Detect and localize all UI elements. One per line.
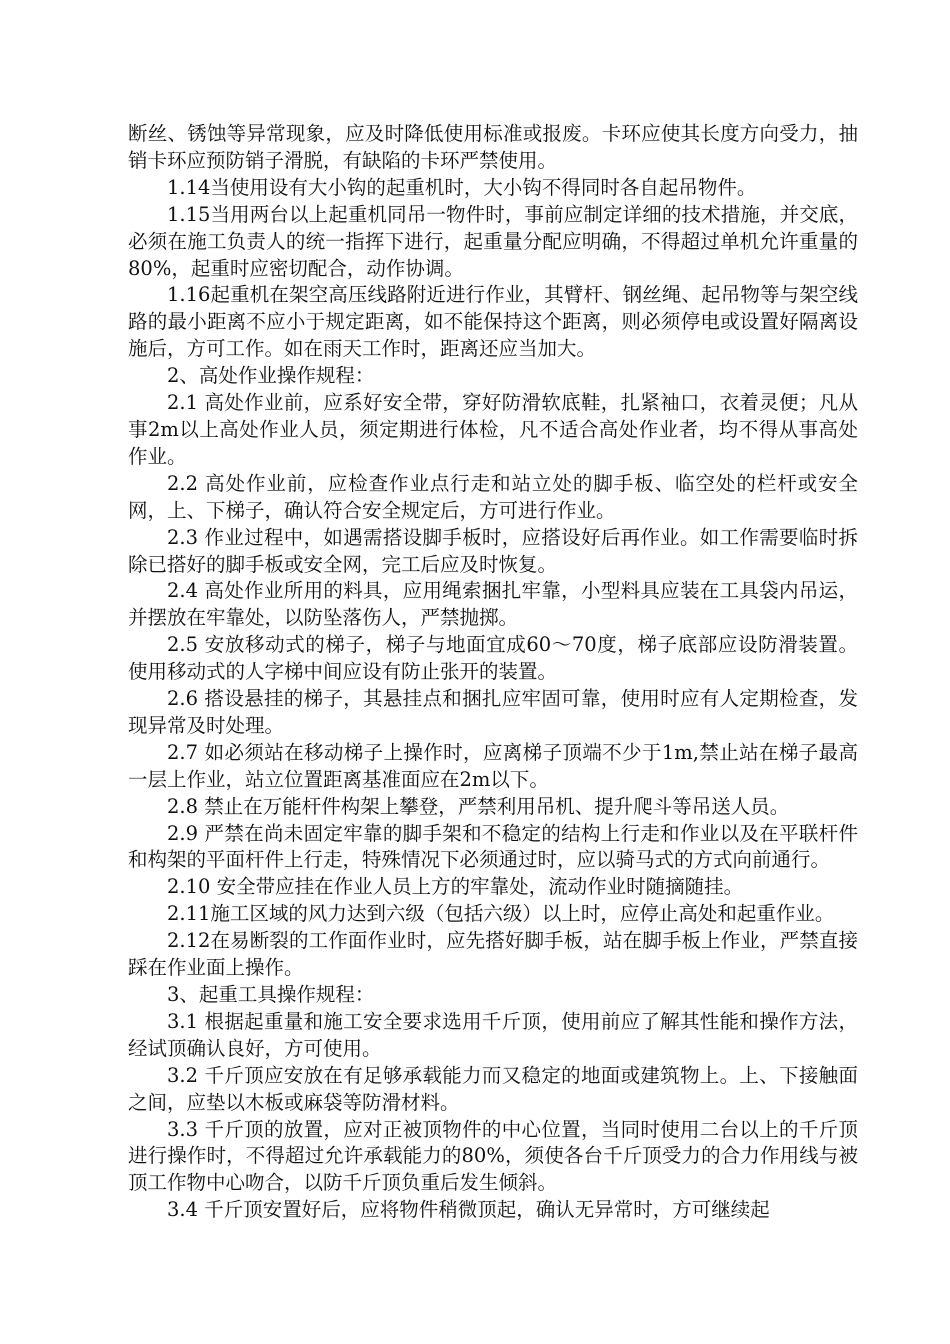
- paragraph: 3.1 根据起重量和施工安全要求选用千斤顶，使用前应了解其性能和操作方法，经试顶确认良好，方可使用。: [128, 1009, 858, 1060]
- paragraph: 2.10 安全带应挂在作业人员上方的牢靠处，流动作业时随摘随挂。: [167, 875, 744, 899]
- paragraph: 2.7 如必须站在移动梯子上操作时，应离梯子顶端不少于1m,禁止站在梯子最高一层上作业，站立位置距离基准面应在2m以下。: [128, 740, 858, 791]
- paragraph: 2.3 作业过程中，如遇需搭设脚手板时，应搭设好后再作业。如工作需要临时拆除已搭好的脚手板或安全网，完工后应及时恢复。: [128, 525, 858, 576]
- paragraph: 1.14当使用设有大小钩的起重机时，大小钩不得同时各自起吊物件。: [167, 175, 757, 199]
- paragraph: 2.9 严禁在尚未固定牢靠的脚手架和不稳定的结构上行走和作业以及在平联杆件和构架的平面杆件上行走，特殊情况下必须通过时，应以骑马式的方式向前通行。: [128, 821, 858, 872]
- paragraph: 2.12在易断裂的工作面作业时，应先搭好脚手板，站在脚手板上作业，严禁直接踩在作业面上操作。: [128, 929, 858, 980]
- section-heading: 2、高处作业操作规程：: [167, 364, 375, 388]
- paragraph: 2.2 高处作业前，应检查作业点行走和站立处的脚手板、临空处的栏杆或安全网，上、下梯子，确认符合安全规定后，方可进行作业。: [128, 471, 858, 522]
- paragraph: 断丝、锈蚀等异常现象，应及时降低使用标准或报废。卡环应使其长度方向受力，抽销卡环应预防销子滑脱，有缺陷的卡环严禁使用。: [128, 122, 858, 172]
- paragraph: 3.4 千斤顶安置好后，应将物件稍微顶起，确认无异常时，方可继续起: [167, 1198, 770, 1222]
- document-body: [128, 121, 858, 1224]
- paragraph: 1.15当用两台以上起重机同吊一物件时，事前应制定详细的技术措施，并交底，必须在施工负责人的统一指挥下进行，起重量分配应明确，不得超过单机允许重量的80%，起重时应密切配合，动作协调。: [128, 202, 858, 280]
- paragraph: 3.2 千斤顶应安放在有足够承载能力而又稳定的地面或建筑物上。上、下接触面之间，应垫以木板或麻袋等防滑材料。: [128, 1063, 858, 1114]
- paragraph: 2.11施工区域的风力达到六级（包括六级）以上时，应停止高处和起重作业。: [167, 902, 835, 926]
- paragraph: 1.16起重机在架空高压线路附近进行作业，其臂杆、钢丝绳、起吊物等与架空线路的最小距离不应小于规定距离，如不能保持这个距离，则必须停电或设置好隔离设施后，方可工作。如在雨天工作时，距离还应当加大。: [128, 283, 858, 361]
- paragraph: 2.4 高处作业所用的料具，应用绳索捆扎牢靠，小型料具应装在工具袋内吊运，并摆放在牢靠处，以防坠落伤人，严禁抛掷。: [128, 579, 858, 630]
- paragraph: 2.5 安放移动式的梯子，梯子与地面宜成60～70度，梯子底部应设防滑装置。使用移动式的人字梯中间应设有防止张开的装置。: [128, 633, 858, 684]
- paragraph: 2.6 搭设悬挂的梯子，其悬挂点和捆扎应牢固可靠，使用时应有人定期检查，发现异常及时处理。: [128, 687, 858, 737]
- paragraph: 2.8 禁止在万能杆件构架上攀登，严禁利用吊机、提升爬斗等吊送人员。: [167, 794, 790, 818]
- paragraph: 2.1 高处作业前，应系好安全带，穿好防滑软底鞋，扎紧袖口，衣着灵便；凡从事2m以上高处作业人员，须定期进行体检，凡不适合高处作业者，均不得从事高处作业。: [128, 391, 858, 468]
- section-heading: 3、起重工具操作规程：: [167, 983, 375, 1006]
- paragraph: 3.3 千斤顶的放置，应对正被顶物件的中心位置，当同时使用二台以上的千斤顶进行操作时，不得超过允许承载能力的80%，须使各台千斤顶受力的合力作用线与被顶工作物中心吻合，以防千斤顶负重后发生倾斜。: [128, 1117, 858, 1195]
